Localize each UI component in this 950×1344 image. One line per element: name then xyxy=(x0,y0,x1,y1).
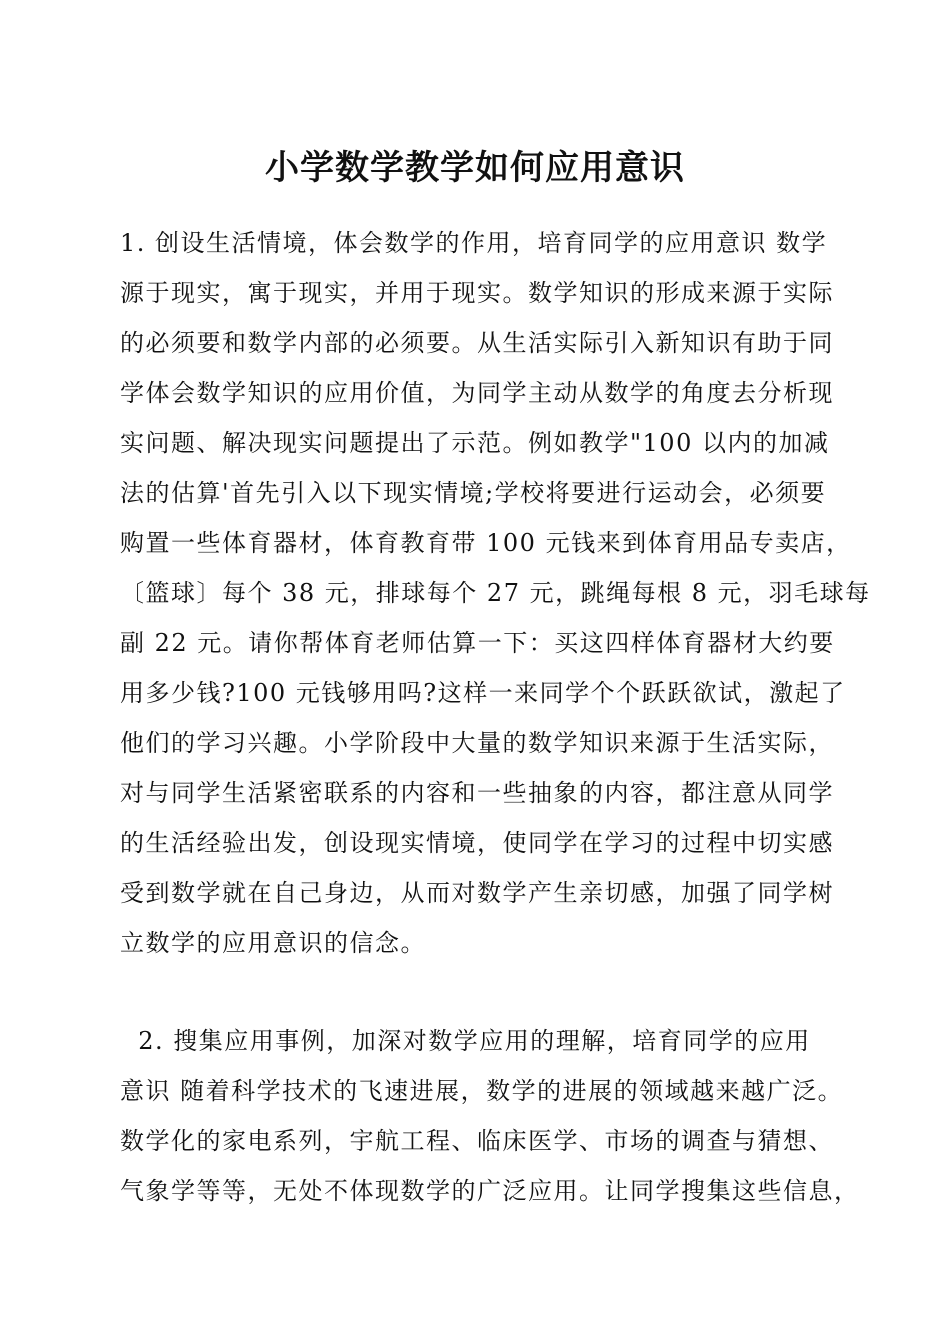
paragraph-1-line: 用多少钱?100 元钱够用吗?这样一来同学个个跃跃欲试，激起了 xyxy=(120,679,846,707)
paragraph-1-line: 的必须要和数学内部的必须要。从生活实际引入新知识有助于同 xyxy=(120,329,834,357)
paragraph-2-line: 数学化的家电系列，宇航工程、临床医学、市场的调查与猜想、 xyxy=(120,1127,834,1155)
paragraph-2-line: 意识 随着科学技术的飞速进展，数学的进展的领域越来越广泛。 xyxy=(120,1077,844,1105)
paragraph-1-line: 〔篮球〕每个 38 元，排球每个 27 元，跳绳每根 8 元，羽毛球每 xyxy=(120,579,871,607)
paragraph-1-line: 受到数学就在自己身边，从而对数学产生亲切感，加强了同学树 xyxy=(120,879,834,907)
paragraph-1-line: 购置一些体育器材，体育教育带 100 元钱来到体育用品专卖店， xyxy=(120,529,852,557)
paragraph-1-line: 副 22 元。请你帮体育老师估算一下：买这四样体育器材大约要 xyxy=(120,629,835,657)
paragraph-1-line: 他们的学习兴趣。小学阶段中大量的数学知识来源于生活实际， xyxy=(120,729,834,757)
paragraph-1-line: 实问题、解决现实问题提出了示范。例如教学"100 以内的加减 xyxy=(120,429,830,457)
paragraph-1-line: 对与同学生活紧密联系的内容和一些抽象的内容，都注意从同学 xyxy=(120,779,834,807)
paragraph-2-line: 气象学等等，无处不体现数学的广泛应用。让同学搜集这些信息， xyxy=(120,1177,860,1205)
paragraph-1-line: 源于现实，寓于现实，并用于现实。数学知识的形成来源于实际 xyxy=(120,279,834,307)
paragraph-1-line: 立数学的应用意识的信念。 xyxy=(120,929,426,957)
paragraph-1-line: 的生活经验出发，创设现实情境，使同学在学习的过程中切实感 xyxy=(120,829,834,857)
paragraph-2-line: 2. 搜集应用事例，加深对数学应用的理解，培育同学的应用 xyxy=(120,1027,811,1055)
paragraph-1-line: 法的估算'首先引入以下现实情境;学校将要进行运动会，必须要 xyxy=(120,479,827,507)
paragraph-1-line: 1. 创设生活情境，体会数学的作用，培育同学的应用意识 数学 xyxy=(120,229,828,257)
document-title: 小学数学教学如何应用意识 xyxy=(265,148,685,188)
paragraph-1-line: 学体会数学知识的应用价值，为同学主动从数学的角度去分析现 xyxy=(120,379,834,407)
